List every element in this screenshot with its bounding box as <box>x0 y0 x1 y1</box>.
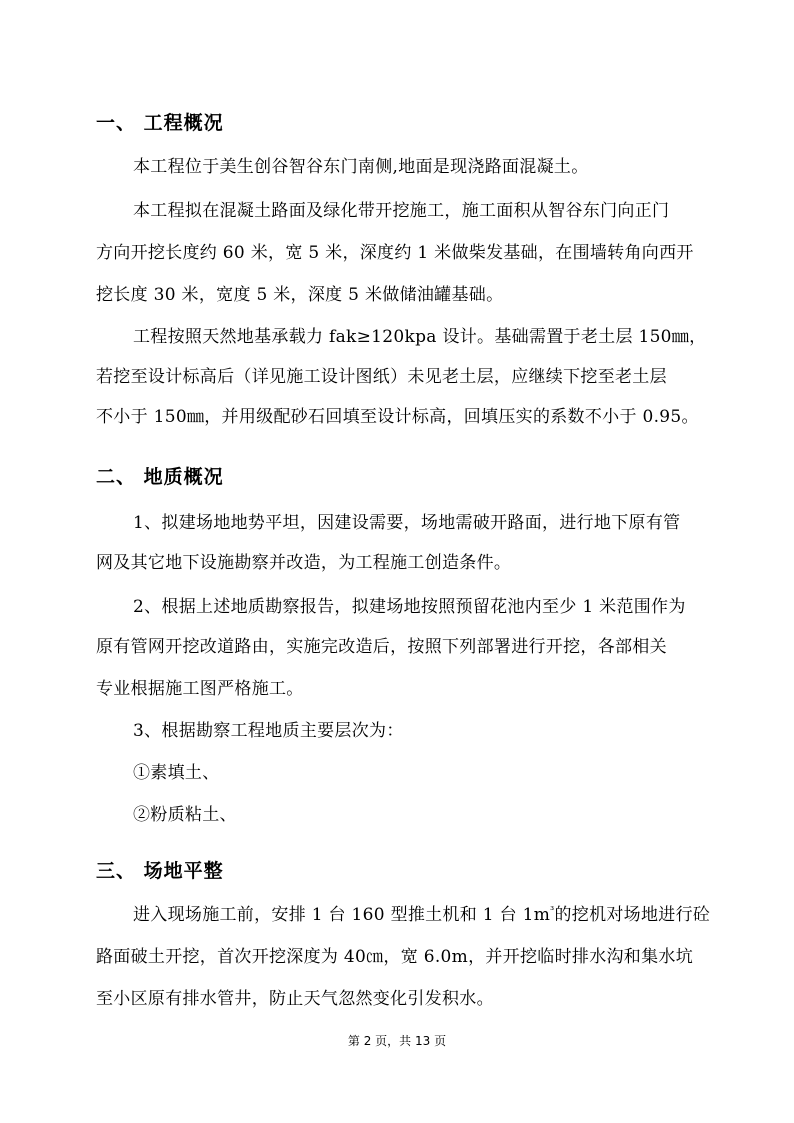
paragraph-text: 的挖机对场地进行砼 <box>554 905 711 925</box>
paragraph-line: 2、根据上述地质勘察报告，拟建场地按照预留花池内至少 1 米范围作为 <box>133 597 686 617</box>
section-heading-geology: 二、 地质概况 <box>96 466 224 488</box>
paragraph-line: 专业根据施工图严格施工。 <box>96 679 304 699</box>
paragraph-line: 挖长度 30 米，宽度 5 米，深度 5 米做储油罐基础。 <box>96 285 504 305</box>
paragraph-line: 路面破土开挖，首次开挖深度为 40㎝，宽 6.0m，并开挖临时排水沟和集水坑 <box>96 947 693 967</box>
paragraph-line: 网及其它地下设施勘察并改造，为工程施工创造条件。 <box>96 553 512 573</box>
paragraph-line <box>133 900 710 925</box>
paragraph-line: 3、根据勘察工程地质主要层次为： <box>133 721 404 741</box>
superscript-unit: ³ <box>550 905 555 917</box>
list-item: ①素填土、 <box>133 763 220 783</box>
paragraph-text: 进入现场施工前，安排 1 台 160 型推土机和 1 台 1m <box>133 905 551 925</box>
paragraph-line: 不小于 150㎜，并用级配砂石回填至设计标高，回填压实的系数不小于 0.95。 <box>96 407 699 427</box>
section-heading-overview: 一、 工程概况 <box>96 112 224 134</box>
paragraph-line: 1、拟建场地地势平坦，因建设需要，场地需破开路面，进行地下原有管 <box>133 513 681 533</box>
paragraph-line: 方向开挖长度约 60 米，宽 5 米，深度约 1 米做柴发基础，在围墙转角向西开 <box>96 243 694 263</box>
paragraph-line: 若挖至设计标高后（详见施工设计图纸）未见老土层，应继续下挖至老土层 <box>96 367 667 387</box>
paragraph-line: 本工程拟在混凝土路面及绿化带开挖施工，施工面积从智谷东门向正门 <box>133 201 670 221</box>
paragraph-line: 工程按照天然地基承载力 fak≥120kpa 设计。基础需置于老土层 150㎜， <box>133 327 707 347</box>
section-heading-site-leveling: 三、 场地平整 <box>96 860 224 882</box>
paragraph-line: 至小区原有排水管井，防止天气忽然变化引发积水。 <box>96 989 494 1009</box>
page-footer: 第 2 页，共 13 页 <box>347 1034 447 1048</box>
paragraph-line: 原有管网开挖改道路由，实施完改造后，按照下列部署进行开挖，各部相关 <box>96 637 667 657</box>
list-item: ②粉质粘土、 <box>133 805 237 825</box>
paragraph-line: 本工程位于美生创谷智谷东门南侧,地面是现浇路面混凝土。 <box>133 157 589 177</box>
